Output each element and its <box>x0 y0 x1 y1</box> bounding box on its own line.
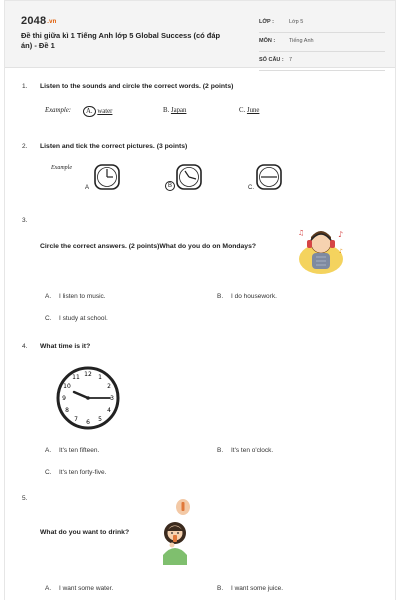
svg-text:♪: ♪ <box>338 230 344 239</box>
page-title: Đề thi giữa kì 1 Tiếng Anh lớp 5 Global Success (có đáp án) - Đề 1 <box>21 31 221 50</box>
question-text: Listen to the sounds and circle the correct words. (2 points) <box>40 83 234 90</box>
meta-row-subject: MÔN : Tiếng Anh <box>259 33 385 52</box>
svg-text:5: 5 <box>98 416 102 423</box>
worksheet-header <box>5 1 395 68</box>
svg-text:12: 12 <box>84 371 92 378</box>
option-c[interactable]: C. I study at school. <box>45 315 108 322</box>
option-b[interactable]: B. Japan <box>163 107 187 114</box>
question-number: 1. <box>22 83 28 90</box>
svg-text:♪: ♪ <box>339 248 343 255</box>
svg-text:10: 10 <box>63 383 71 390</box>
svg-text:9: 9 <box>62 395 66 402</box>
girl-drinking-image <box>155 497 195 567</box>
question-text: Listen and tick the correct pictures. (3 points) <box>40 143 188 150</box>
svg-text:1: 1 <box>98 374 102 381</box>
svg-text:6: 6 <box>86 419 90 426</box>
question-number: 2. <box>22 143 28 150</box>
svg-text:3: 3 <box>110 395 114 402</box>
svg-text:4: 4 <box>107 407 111 414</box>
clock-c-icon[interactable] <box>255 163 283 191</box>
question-text: What time is it? <box>40 343 91 350</box>
question-text: Circle the correct answers. (2 points)What do you do on Mondays? <box>40 243 257 250</box>
svg-text:7: 7 <box>74 416 78 423</box>
option-b[interactable]: B. I want some juice. <box>217 585 284 592</box>
option-b[interactable]: B. It's ten o'clock. <box>217 447 274 454</box>
svg-text:11: 11 <box>72 374 80 381</box>
question-number: 3. <box>22 217 28 224</box>
svg-text:2: 2 <box>107 383 111 390</box>
svg-text:♫: ♫ <box>298 229 305 237</box>
option-c[interactable]: C. It's ten forty-five. <box>45 469 107 476</box>
example-label: Example <box>51 165 72 171</box>
boy-listening-music-image <box>295 223 347 277</box>
site-logo[interactable]: 2048.vn <box>21 15 57 27</box>
question-number: 5. <box>22 495 28 502</box>
meta-row-class: LỚP : Lớp 5 <box>259 14 385 33</box>
worksheet-page <box>4 0 396 600</box>
meta-table <box>259 14 385 71</box>
analog-clock-icon <box>55 365 121 431</box>
clock-b-icon[interactable] <box>175 163 203 191</box>
option-b[interactable]: B. I do housework. <box>217 293 277 300</box>
example-label: Example: <box>45 107 72 114</box>
option-a[interactable]: A. I want some water. <box>45 585 114 592</box>
option-label-c: C. <box>248 185 254 191</box>
option-a[interactable]: A. It's ten fifteen. <box>45 447 100 454</box>
option-a[interactable]: A. I listen to music. <box>45 293 106 300</box>
circled-letter: A. <box>83 106 96 117</box>
option-label-b: B <box>165 181 175 191</box>
question-number: 4. <box>22 343 28 350</box>
svg-text:8: 8 <box>65 407 69 414</box>
clock-example-icon <box>93 163 121 191</box>
option-label-a: A <box>85 185 90 191</box>
question-text: What do you want to drink? <box>40 529 130 536</box>
option-a[interactable]: A. water <box>83 106 112 117</box>
option-c[interactable]: C. June <box>239 107 260 114</box>
meta-row-question-count: SỐ CÂU : 7 <box>259 52 385 71</box>
